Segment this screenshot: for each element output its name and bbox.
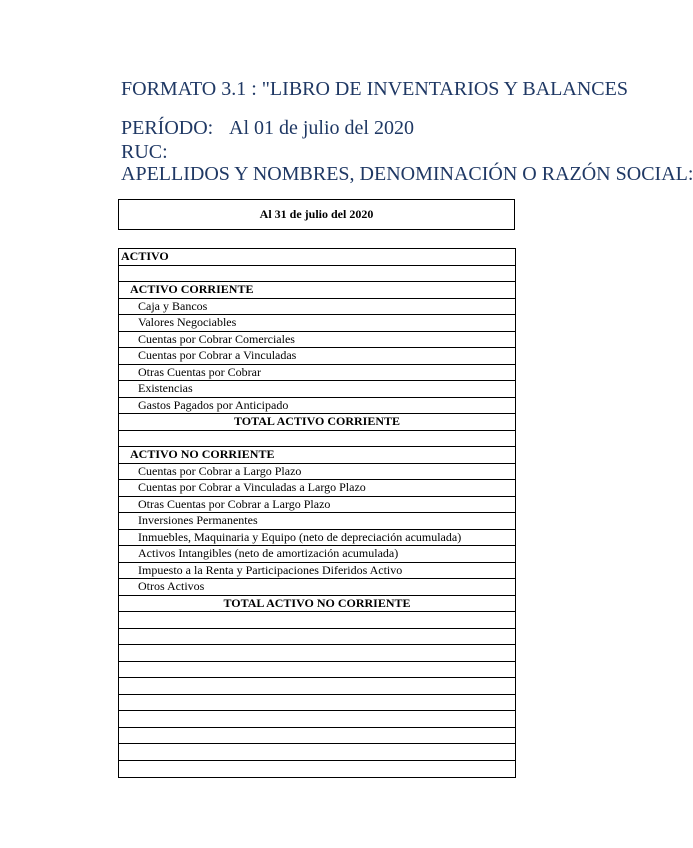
table-row: Otros Activos [119, 579, 515, 596]
table-row: Cuentas por Cobrar a Largo Plazo [119, 464, 515, 481]
table-row-blank [119, 662, 515, 679]
table-row: TOTAL ACTIVO CORRIENTE [119, 414, 515, 431]
date-box [118, 199, 515, 230]
period-value: Al 01 de julio del 2020 [229, 117, 414, 139]
table-row: Activos Intangibles (neto de amortización acumulada) [119, 546, 515, 563]
table-row: Impuesto a la Renta y Participaciones Diferidos Activo [119, 563, 515, 580]
table-row-blank [119, 629, 515, 646]
table-row: Cuentas por Cobrar Comerciales [119, 332, 515, 349]
table-row-blank [119, 728, 515, 745]
table-row: Inmuebles, Maquinaria y Equipo (neto de depreciación acumulada) [119, 530, 515, 547]
table-row-blank [119, 744, 515, 761]
table-row: Caja y Bancos [119, 299, 515, 316]
table-row-blank [119, 431, 515, 448]
table-row: ACTIVO NO CORRIENTE [119, 447, 515, 464]
table-row: Otras Cuentas por Cobrar [119, 365, 515, 382]
name-label: APELLIDOS Y NOMBRES, DENOMINACIÓN O RAZÓN SOCIAL: [121, 163, 693, 185]
table-row: Existencias [119, 381, 515, 398]
table-row-blank [119, 645, 515, 662]
document-title: FORMATO 3.1 : "LIBRO DE INVENTARIOS Y BALANCES [121, 78, 628, 100]
table-row-blank [119, 711, 515, 728]
table-row-blank [119, 266, 515, 283]
table-row: Otras Cuentas por Cobrar a Largo Plazo [119, 497, 515, 514]
table-row-blank [119, 695, 515, 712]
table-row-blank [119, 678, 515, 695]
table-row: Cuentas por Cobrar a Vinculadas a Largo Plazo [119, 480, 515, 497]
ruc-label: RUC: [121, 141, 168, 163]
table-row-blank [119, 761, 515, 778]
table-row-blank [119, 612, 515, 629]
table-row: Inversiones Permanentes [119, 513, 515, 530]
period-label: PERÍODO: [121, 117, 214, 139]
table-row: ACTIVO [119, 249, 515, 266]
table-row: Cuentas por Cobrar a Vinculadas [119, 348, 515, 365]
period-line [121, 116, 526, 140]
balance-table [118, 248, 516, 778]
table-row: Valores Negociables [119, 315, 515, 332]
table-row: ACTIVO CORRIENTE [119, 282, 515, 299]
table-row: Gastos Pagados por Anticipado [119, 398, 515, 415]
date-box-text: Al 31 de julio del 2020 [259, 207, 374, 221]
table-row: TOTAL ACTIVO NO CORRIENTE [119, 596, 515, 613]
